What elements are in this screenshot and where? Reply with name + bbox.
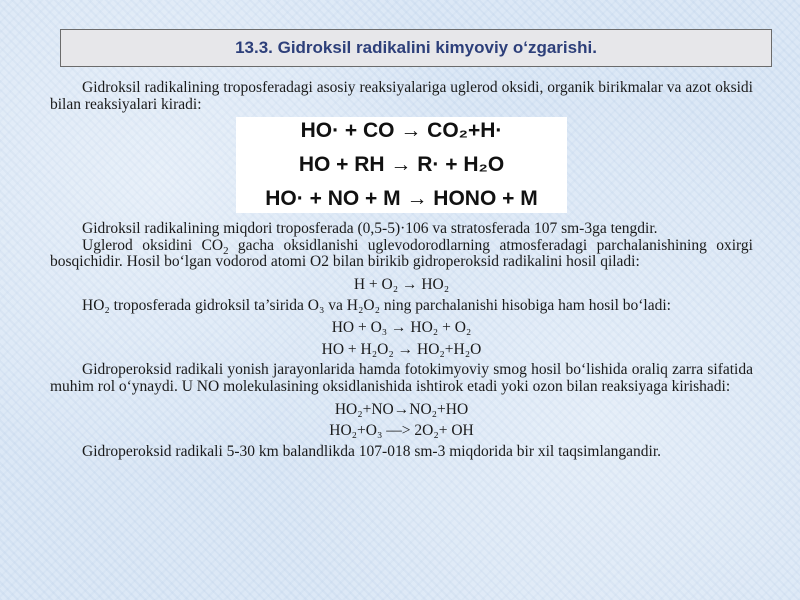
slide-title: 13.3. Gidroksil radikalini kimyoviy o‘zgarishi. [235,38,597,57]
reaction-line-1: HO· + CO → CO₂+H· [300,119,503,143]
paragraph-co-text-2: gacha oksidlanishi uglevodorodlarning atmosferadagi parchalanishining oxirgi bosqichidir. Hosil bo‘lgan vodorod atomi O2 bilan birikib gidroperoksid radikalini hosil qiladi: [50,236,753,271]
paragraph-co-oxidation [50,238,753,271]
title-box [60,29,772,67]
reaction-equations-image [236,117,567,213]
equation-ho2-no: HO₂+NO→NO₂+HO [334,400,469,418]
equation-ho-o3: HO + O₃ → HO₂ + O₂ [331,319,472,337]
paragraph-smog: Gidroperoksid radikali yonish jarayonlarida hamda fotokimyoviy smog hosil bo‘lishida oraliq zarra sifatida muhim rol o‘ynaydi. U NO molekulasining oksidlanishida ishtirok etadi yoki ozon bilan reaksiyaga kirishadi: [50,361,753,395]
reaction-line-2: HO + RH → R· + H₂O [298,153,505,177]
equation-ho-h2o2: HO + H₂O₂ → HO₂+H₂O [321,340,482,358]
equation-h-o2: H + O₂ → HO₂ [353,275,450,293]
reaction-line-3: HO· + NO + M → HONO + M [265,187,538,211]
paragraph-concentration: Gidroksil radikalining miqdori troposferada (0,5-5)·106 va stratosferada 107 sm-3ga tengdir. [82,220,658,238]
equation-ho2-o3: HO₂+O₃ —> 2O₂+ OH [329,422,474,440]
paragraph-co-text-1: Uglerod oksidini CO [82,236,224,254]
slide-content [50,80,753,460]
paragraph-distribution: Gidroperoksid radikali 5-30 km balandlikda 107-018 sm-3 miqdorida bir xil taqsimlangandir. [82,442,661,460]
paragraph-ho2-formation: HO₂ troposferada gidroksil ta’sirida O₃ va H₂O₂ ning parchalanishi hisobiga ham hosil bo‘ladi: [82,296,671,314]
paragraph-intro: Gidroksil radikalining troposferadagi asosiy reaksiyalariga uglerod oksidi, organik birikmalar va azot oksidi bilan reaksiyalari kiradi: [50,79,753,113]
paragraph-co-subscript: 2 [223,244,229,257]
